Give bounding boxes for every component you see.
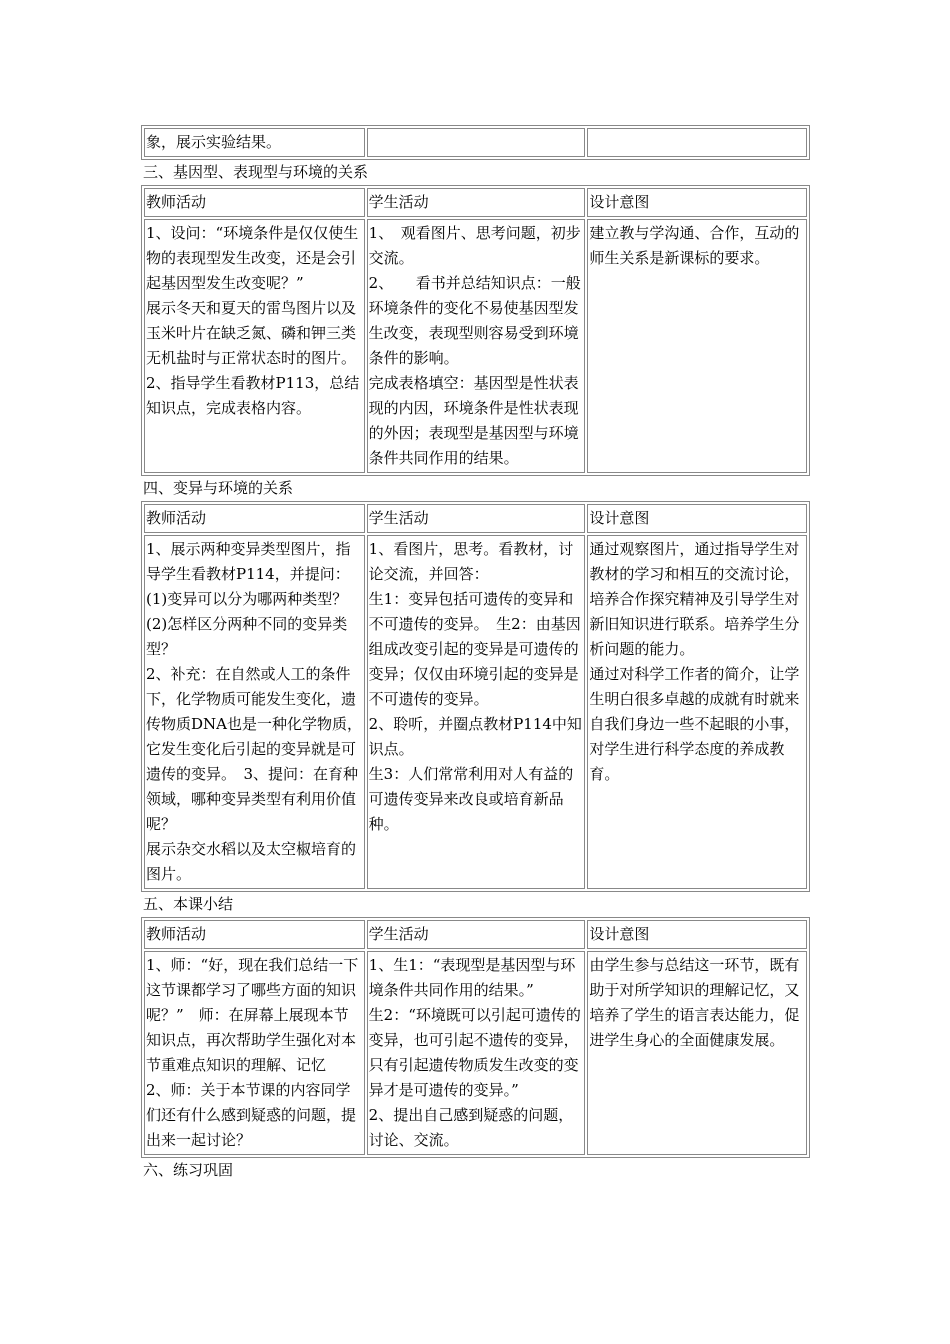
- paragraph: 由学生参与总结这一环节，既有助于对所学知识的理解记忆，又培养了学生的语言表达能力，促进学生身心的全面健康发展。: [589, 956, 800, 1049]
- column-header: 学生活动: [367, 504, 586, 533]
- student-cell: [367, 535, 586, 889]
- paragraph: 1、看图片，思考。看教材，讨论交流，并回答：: [368, 540, 574, 583]
- document-page: [141, 125, 810, 1183]
- column-header: 设计意图: [587, 920, 807, 949]
- paragraph: 通过观察图片，通过指导学生对教材的学习和相互的交流讨论，培养合作探究精神及引导学生对新旧知识进行联系。培养学生分析问题的能力。: [589, 540, 800, 658]
- design-cell: [587, 219, 807, 473]
- paragraph: 1、 观看图片、思考问题，初步交流。: [368, 224, 581, 267]
- section-table: [141, 501, 810, 892]
- header-row: [144, 920, 807, 949]
- paragraph: 2、指导学生看教材P113，总结知识点，完成表格内容。: [146, 374, 360, 417]
- student-cell: [367, 128, 586, 157]
- column-header: 学生活动: [367, 920, 586, 949]
- paragraph: 1、生1：“表现型是基因型与环境条件共同作用的结果。”: [368, 956, 576, 999]
- paragraph: 展示杂交水稻以及太空椒培育的图片。: [146, 840, 357, 883]
- teacher-cell: 象，展示实验结果。: [144, 128, 365, 157]
- paragraph: 1、师：“好，现在我们总结一下这节课都学习了哪些方面的知识呢？” 师：在屏幕上展现本节知识点，再次帮助学生强化对本节重难点知识的理解、记忆: [146, 956, 359, 1074]
- table-row: [144, 219, 807, 473]
- section-table: [141, 917, 810, 1158]
- section-heading: 五、本课小结: [143, 895, 234, 913]
- paragraph: 展示冬天和夏天的雷鸟图片以及玉米叶片在缺乏氮、磷和钾三类无机盐时与正常状态时的图片。: [146, 299, 357, 367]
- teacher-cell: [144, 951, 365, 1155]
- paragraph: 2、补充：在自然或人工的条件下，化学物质可能发生变化，遗传物质DNA也是一种化学物质，它发生变化后引起的变异就是可遗传的变异。 3、提问：在育种领域，哪种变异类型有利用价值呢？: [146, 665, 362, 833]
- student-cell: [367, 951, 586, 1155]
- paragraph: 生1：变异包括可遗传的变异和不可遗传的变异。 生2：由基因组成改变引起的变异是可遗传的变异；仅仅由环境引起的变异是不可遗传的变异。: [368, 590, 581, 708]
- paragraph: 生3：人们常常利用对人有益的可遗传变异来改良或培育新品种。: [368, 765, 574, 833]
- section-heading: 四、变异与环境的关系: [143, 479, 294, 497]
- header-row: [144, 504, 807, 533]
- column-header: 学生活动: [367, 188, 586, 217]
- paragraph: 完成表格填空：基因型是性状表现的内因，环境条件是性状表现的外因；表现型是基因型与环境条件共同作用的结果。: [368, 374, 579, 467]
- column-header: 教师活动: [144, 920, 365, 949]
- paragraph: 2、提出自己感到疑惑的问题，讨论、交流。: [368, 1106, 574, 1149]
- column-header: 设计意图: [587, 504, 807, 533]
- paragraph: 建立教与学沟通、合作，互动的师生关系是新课标的要求。: [589, 224, 800, 267]
- paragraph: 通过对科学工作者的简介，让学生明白很多卓越的成就有时就来自我们身边一些不起眼的小事，对学生进行科学态度的养成教育。: [589, 665, 800, 783]
- student-cell: [367, 219, 586, 473]
- section-heading: 三、基因型、表现型与环境的关系: [143, 163, 369, 181]
- continuation-table: [141, 125, 810, 160]
- table-row: [144, 128, 807, 157]
- section-table: [141, 185, 810, 476]
- paragraph: 2、聆听，并圈点教材P114中知识点。: [368, 715, 582, 758]
- design-cell: [587, 128, 807, 157]
- paragraph: 1、展示两种变异类型图片，指导学生看教材P114，并提问： (1)变异可以分为哪两种类型？ (2)怎样区分两种不同的变异类型？: [146, 540, 363, 658]
- column-header: 教师活动: [144, 504, 365, 533]
- section-heading: 六、练习巩固: [143, 1161, 234, 1179]
- teacher-cell: [144, 219, 365, 473]
- paragraph: 2、师：关于本节课的内容同学们还有什么感到疑惑的问题，提出来一起讨论？: [146, 1081, 357, 1149]
- design-cell: [587, 535, 807, 889]
- design-cell: [587, 951, 807, 1155]
- paragraph: 1、设问：“环境条件是仅仅使生物的表现型发生改变，还是会引起基因型发生改变呢？”: [146, 224, 359, 292]
- paragraph: 生2：“环境既可以引起可遗传的变异，也可引起不遗传的变异，只有引起遗传物质发生改变的变异才是可遗传的变异。”: [368, 1006, 581, 1099]
- column-header: 设计意图: [587, 188, 807, 217]
- table-row: [144, 535, 807, 889]
- table-row: [144, 951, 807, 1155]
- teacher-cell: [144, 535, 365, 889]
- header-row: [144, 188, 807, 217]
- column-header: 教师活动: [144, 188, 365, 217]
- paragraph: 2、 看书并总结知识点：一般环境条件的变化不易使基因型发生改变，表现型则容易受到环境条件的影响。: [368, 274, 581, 367]
